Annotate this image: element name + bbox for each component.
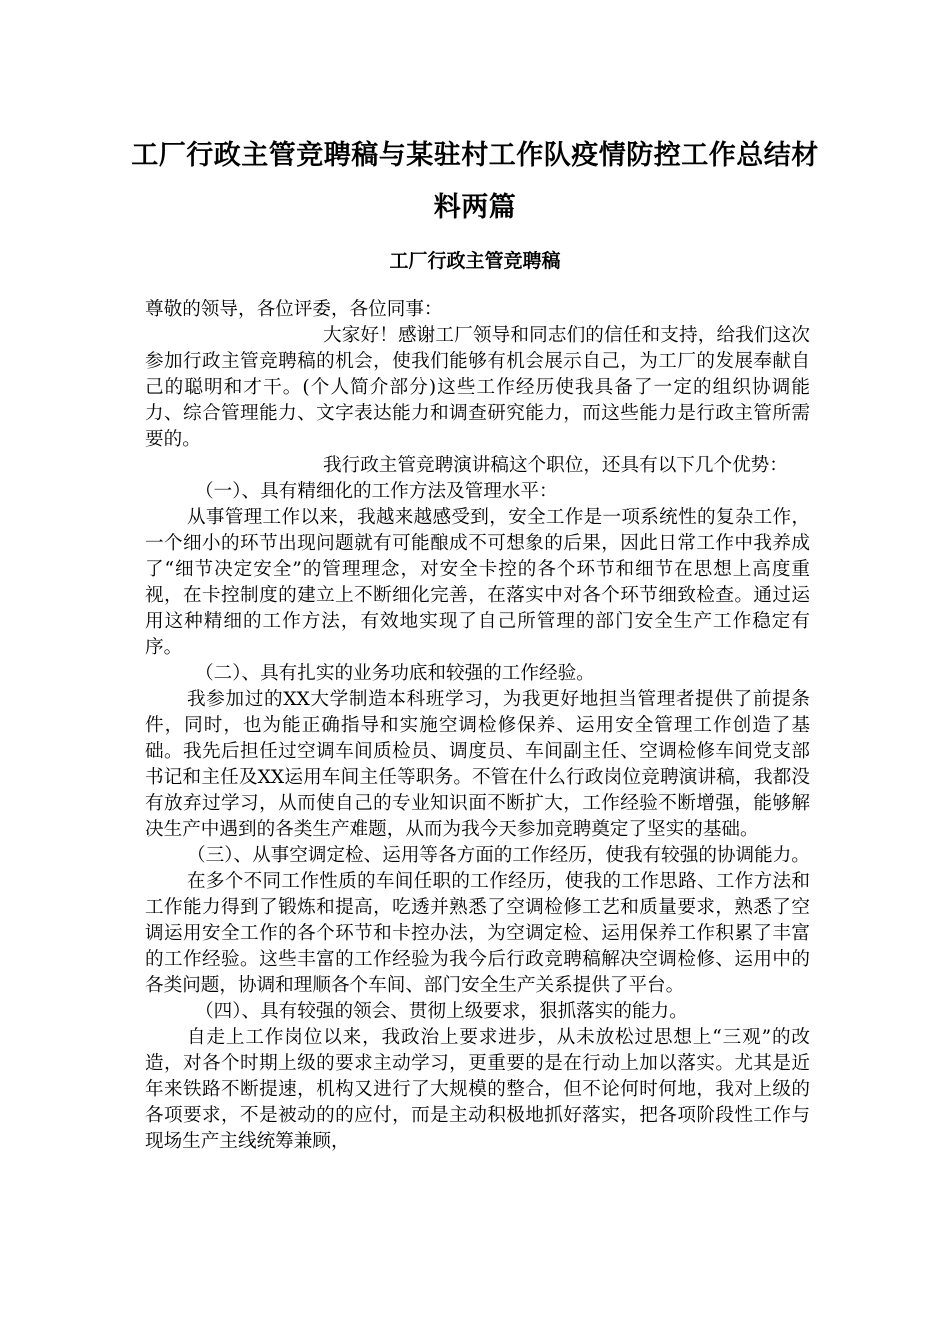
body-paragraph: 从事管理工作以来，我越来越感受到，安全工作是一项系统性的复杂工作，一个细小的环节出现问题就有可能酿成不可想象的后果，因此日常工作中我养成了“细节决定安全”的管理理念，对安全卡控的各个环节和细节在思想上高度重视，在卡控制度的建立上不断细化完善，在落实中对各个环节细致检查。通过运用这种精细的工作方法，有效地实现了自己所管理的部门安全生产工作稳定有序。 xyxy=(145,507,810,658)
body-paragraph: 自走上工作岗位以来，我政治上要求进步，从未放松过思想上“三观”的改造，对各个时期上级的要求主动学习，更重要的是在行动上加以落实。尤其是近年来铁路不断提速，机构又进行了大规模的整合，但不论何时何地，我对上级的各项要求，不是被动的的应付，而是主动积极地抓好落实，把各项阶段性工作与现场生产主线统筹兼顾， xyxy=(145,1027,810,1152)
section-heading-1: （一）、具有精细化的工作方法及管理水平： xyxy=(195,481,558,502)
document-body xyxy=(145,297,810,1155)
body-paragraph: 我参加过的XX大学制造本科班学习，为我更好地担当管理者提供了前提条件，同时，也为能正确指导和实施空调检修保养、运用安全管理工作创造了基础。我先后担任过空调车间质检员、调度员、车间副主任、空调检修车间党支部书记和主任及XX运用车间主任等职务。不管在什么行政岗位竞聘演讲稿，我都没有放弃过学习，从而使自己的专业知识面不断扩大，工作经验不断增强，能够解决生产中遇到的各类生产难题，从而为我今天参加竞聘奠定了坚实的基础。 xyxy=(145,689,810,840)
body-paragraph: 在多个不同工作性质的车间任职的工作经历，使我的工作思路、工作方法和工作能力得到了锻炼和提高，吃透并熟悉了空调检修工艺和质量要求，熟悉了空调运用安全工作的各个环节和卡控办法，为空调定检、运用保养工作积累了丰富的工作经验。这些丰富的工作经验为我今后行政竞聘稿解决空调检修、运用中的各类问题，协调和理顺各个车间、部门安全生产关系提供了平台。 xyxy=(145,871,810,996)
salutation-paragraph: 尊敬的领导，各位评委，各位同事： xyxy=(145,299,443,320)
section-title: 工厂行政主管竞聘稿 xyxy=(389,250,561,272)
section-heading-3: （三）、从事空调定检、运用等各方面的工作经历，使我有较强的协调能力。 xyxy=(187,845,810,866)
section-heading-2: （二）、具有扎实的业务功底和较强的工作经验。 xyxy=(195,663,595,684)
section-heading-4: （四）、具有较强的领会、贯彻上级要求，狠抓落实的能力。 xyxy=(195,1001,688,1022)
document-title: 工厂行政主管竞聘稿与某驻村工作队疫情防控工作总结材料两篇 xyxy=(131,140,819,223)
body-paragraph: 我行政主管竞聘演讲稿这个职位，还具有以下几个优势： xyxy=(323,455,788,476)
body-paragraph: 大家好！感谢工厂领导和同志们的信任和支持，给我们这次参加行政主管竞聘稿的机会，使我们能够有机会展示自己，为工厂的发展奉献自己的聪明和才干。(个人简介部分)这些工作经历使我具备了一定的组织协调能力、综合管理能力、文字表达能力和调查研究能力，而这些能力是行政主管所需要的。 xyxy=(145,325,810,450)
